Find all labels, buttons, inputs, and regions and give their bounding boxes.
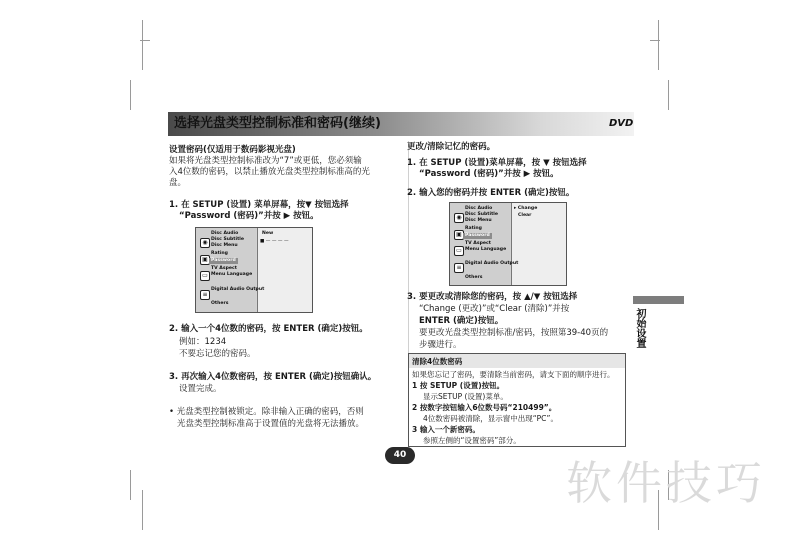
crop-mark — [650, 40, 660, 41]
option-change[interactable]: ▸ Change — [514, 206, 538, 211]
crop-mark — [142, 20, 143, 70]
menu-item[interactable]: Rating — [465, 226, 482, 231]
side-tab-label: 初始设置 — [634, 308, 645, 348]
menu-item[interactable]: Disc Menu — [211, 243, 238, 248]
tv-icon: ▭ — [454, 246, 464, 256]
left-section-title: 设置密码(仅适用于数码影视光盘) — [169, 145, 296, 155]
disc-icon: ◉ — [200, 238, 210, 248]
left-step3: 3. 再次输入4位数密码，按 ENTER (确定)按钮确认。 — [169, 372, 377, 382]
right-step3: ENTER (确定)按钮。 — [419, 316, 504, 326]
box-step: 2 按数字按钮输入6位数号码“210499”。 — [412, 403, 557, 412]
watermark: 软件技巧 — [566, 456, 766, 510]
menu-item-selected[interactable]: Password — [465, 233, 490, 238]
box-step: 1 按 SETUP (设置)按钮。 — [412, 381, 505, 390]
menu-item[interactable]: Disc Audio — [465, 206, 493, 211]
option-clear[interactable]: Clear — [518, 213, 532, 218]
crop-mark — [658, 20, 659, 70]
menu-item[interactable]: Others — [465, 275, 483, 280]
menu-item[interactable]: Digital Audio Output — [465, 261, 519, 266]
menu-item[interactable]: Menu Language — [465, 247, 507, 252]
page-number: 40 — [385, 447, 415, 464]
password-entry-field[interactable]: ■ — — — — — [260, 239, 289, 244]
menu-item[interactable]: TV Aspect — [211, 266, 237, 271]
menu-item[interactable]: Others — [211, 301, 229, 306]
left-bullet: • 光盘类型控制被锁定。除非输入正确的密码，否则 — [169, 407, 364, 417]
right-step3: 3. 要更改或清除您的密码，按 ▲/▼ 按钮选择 — [407, 292, 578, 302]
box-step-detail: 显示SETUP (设置)菜单。 — [423, 392, 508, 401]
setup-menu-password — [195, 227, 313, 313]
left-step2: 2. 输入一个4位数的密码，按 ENTER (确定)按钮。 — [169, 324, 368, 334]
left-intro-line: 如果将光盘类型控制标准改为“7”或更低，您必须输 — [169, 156, 362, 166]
left-step2-example: 例如：1234 — [179, 337, 227, 347]
menu-item[interactable]: Disc Audio — [211, 231, 239, 236]
page-title: 选择光盘类型控制标准和密码(继续) — [174, 116, 381, 131]
box-title: 清除4位数密码 — [412, 357, 463, 366]
crop-mark — [668, 80, 669, 110]
left-bullet: 光盘类型控制标准高于设置值的光盘将无法播放。 — [177, 419, 365, 429]
right-section-title: 更改/清除记忆的密码。 — [407, 142, 496, 152]
menu-right-label: New — [262, 231, 274, 236]
left-step2-note: 不要忘记您的密码。 — [179, 349, 256, 359]
menu-item[interactable]: Disc Menu — [465, 218, 492, 223]
right-step3: “Change (更改)”或“Clear (清除)”并按 — [419, 304, 570, 314]
speaker-icon: ≡ — [200, 290, 210, 300]
box-step: 3 输入一个新密码。 — [412, 425, 480, 434]
right-step3-note: 步骤进行。 — [419, 340, 462, 350]
box-step-detail: 参照左侧的“设置密码”部分。 — [423, 436, 521, 445]
lock-icon: ▣ — [454, 230, 464, 240]
menu-item[interactable]: Digital Audio Output — [211, 287, 265, 292]
left-intro-line: 盘。 — [169, 178, 187, 188]
lock-icon: ▣ — [200, 255, 210, 265]
right-step1: 1. 在 SETUP (设置)菜单屏幕，按 ▼ 按钮选择 — [407, 158, 587, 168]
right-step1: “Password (密码)”并按 ▶ 按钮。 — [419, 169, 559, 179]
crop-mark — [142, 490, 143, 530]
side-tab-bar — [633, 296, 684, 304]
crop-mark — [130, 470, 131, 500]
left-intro-line: 入4位数的密码，以禁止播放光盘类型控制标准高的光 — [169, 167, 370, 177]
left-step3-done: 设置完成。 — [179, 384, 222, 394]
right-step2: 2. 输入您的密码并按 ENTER (确定)按钮。 — [407, 188, 575, 198]
crop-mark — [130, 80, 131, 110]
setup-menu-change-clear — [449, 202, 567, 286]
right-step3-note: 要更改光盘类型控制标准/密码，按照第39-40页的 — [419, 328, 609, 338]
menu-item[interactable]: TV Aspect — [465, 241, 491, 246]
menu-item[interactable]: Disc Subtitle — [465, 212, 498, 217]
menu-item[interactable]: Disc Subtitle — [211, 237, 244, 242]
crop-mark — [140, 40, 150, 41]
speaker-icon: ≡ — [454, 263, 464, 273]
tv-icon: ▭ — [200, 271, 210, 281]
menu-item-selected[interactable]: Password — [211, 258, 236, 263]
box-intro: 如果您忘记了密码，要清除当前密码，请支下面的顺序进行。 — [412, 370, 615, 379]
box-step-detail: 4位数密码被清除，显示窗中出现“PC”。 — [423, 414, 558, 423]
left-step1: “Password (密码)”并按 ▶ 按钮。 — [179, 211, 319, 221]
menu-item[interactable]: Rating — [211, 251, 228, 256]
disc-icon: ◉ — [454, 213, 464, 223]
menu-item[interactable]: Menu Language — [211, 272, 253, 277]
dvd-format-tag: DVD — [609, 118, 634, 129]
left-step1: 1. 在 SETUP (设置) 菜单屏幕，按▼ 按钮选择 — [169, 200, 349, 210]
